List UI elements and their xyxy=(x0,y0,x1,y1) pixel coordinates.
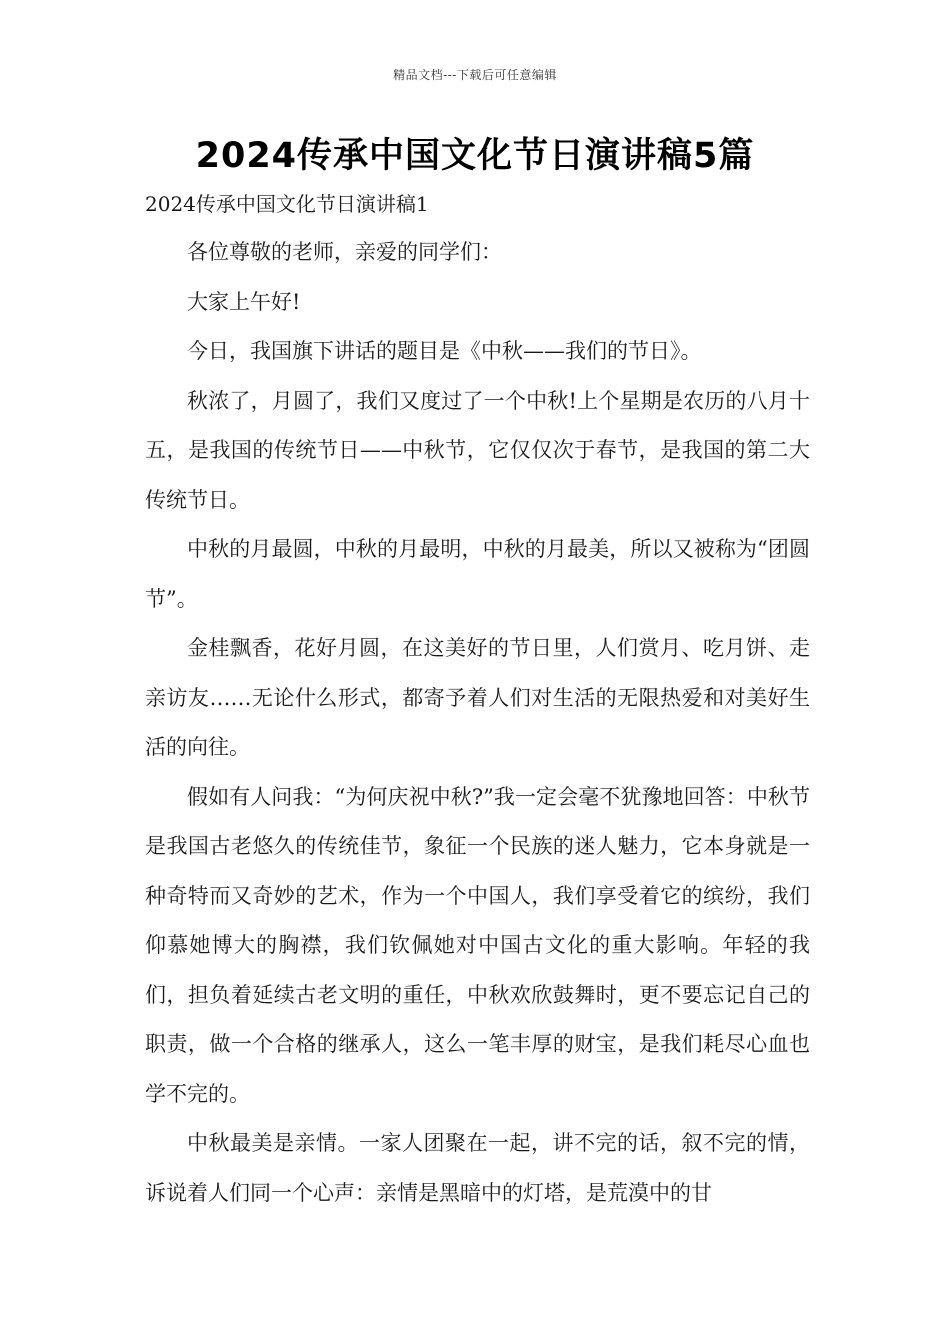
paragraph: 大家上午好! xyxy=(187,289,301,314)
paragraph: 今日，我国旗下讲话的题目是《中秋——我们的节日》。 xyxy=(187,339,702,363)
page-header: 精品文档---下载后可任意编辑 xyxy=(393,68,557,82)
paragraph: 中秋的月最圆，中秋的月最明，中秋的月最美，所以又被称为“团圆节”。 xyxy=(145,537,810,611)
paragraph: 秋浓了，月圆了，我们又度过了一个中秋!上个星期是农历的八月十五，是我国的传统节日——中秋节，它仅仅次于春节，是我国的第二大传统节日。 xyxy=(145,388,810,512)
paragraph: 假如有人问我：“为何庆祝中秋?”我一定会毫不犹豫地回答：中秋节是我国古老悠久的传统佳节，象征一个民族的迷人魅力，它本身就是一种奇特而又奇妙的艺术，作为一个中国人，我们享受着它的缤纷，我们仰慕她博大的胸襟，我们钦佩她对中国古文化的重大影响。年轻的我们，担负着延续古老文明的重任，中秋欢欣鼓舞时，更不要忘记自己的职责，做一个合格的继承人，这么一笔丰厚的财宝，是我们耗尽心血也学不完的。 xyxy=(145,784,810,1106)
document-subtitle: 2024传承中国文化节日演讲稿1 xyxy=(145,192,429,216)
document-body xyxy=(145,228,810,1218)
paragraph: 金桂飘香，花好月圆，在这美好的节日里，人们赏月、吃月饼、走亲访友……无论什么形式，都寄予着人们对生活的无限热爱和对美好生活的向往。 xyxy=(145,636,810,759)
paragraph: 各位尊敬的老师，亲爱的同学们： xyxy=(187,240,502,264)
document-title: 2024传承中国文化节日演讲稿5篇 xyxy=(195,136,755,176)
paragraph: 中秋最美是亲情。一家人团聚在一起，讲不完的话，叙不完的情，诉说着人们同一个心声：亲情是黑暗中的灯塔，是荒漠中的甘 xyxy=(145,1131,810,1205)
